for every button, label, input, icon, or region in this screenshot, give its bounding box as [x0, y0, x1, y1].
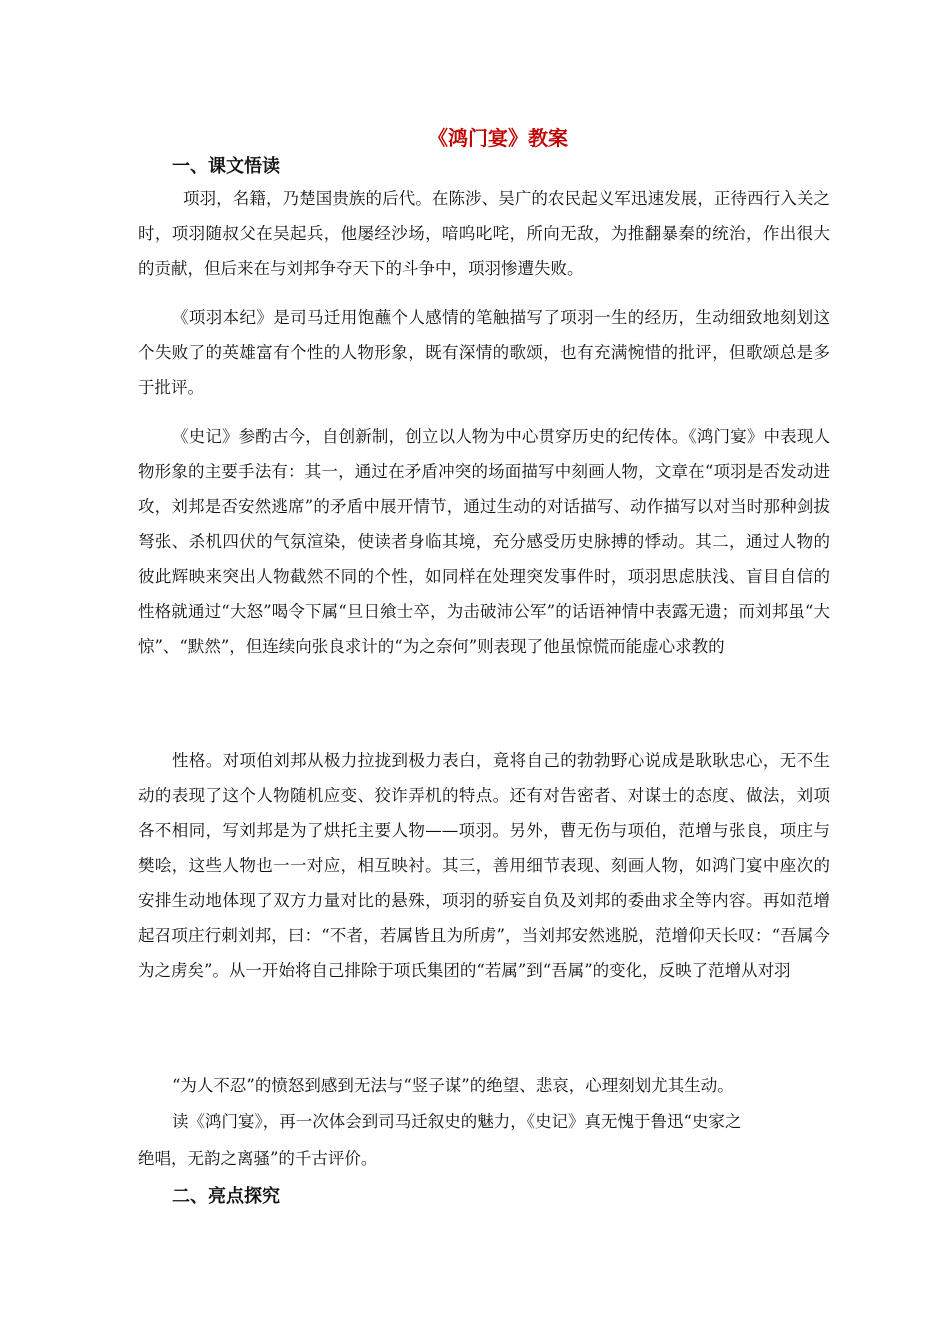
text-line-1: “为人不忍”的愤怒到感到无法与“竖子谋”的绝望、悲哀，心理刻划尤其生动。 [172, 1076, 734, 1095]
paragraph-3: 《史记》参酌古今，自创新制，创立以人物为中心贯穿历史的纪传体。《鸿门宴》中表现人物形象的主要手法有：其一，通过在矛盾冲突的场面描写中刻画人物，文章在“项羽是否发动进攻，刘邦是否安然逃席”的矛盾中展开情节，通过生动的对话描写、动作描写以对当时那种剑拔弩张、杀机四伏的气氛渲染，使读者身临其境，充分感受历史脉搏的悸动。其二，通过人物的彼此辉映来突出人物截然不同的个性，如同样在处理突发事件时，项羽思虑肤浅、盲目自信的性格就通过“大怒”喝令下属“旦日飨士卒，为击破沛公军”的话语神情中表露无遗；而刘邦虽“大惊”、“默然”，但连续向张良求计的“为之奈何”则表现了他虽惊慌而能虚心求教的 [138, 427, 830, 656]
text-line-2: 读《鸿门宴》，再一次体会到司马迁叙史的魅力，《史记》真无愧于鲁迅“史家之 [172, 1112, 742, 1131]
section-heading-1: 一、课文悟读 [172, 156, 280, 177]
text-line-3: 绝唱，无韵之离骚”的千古评价。 [138, 1149, 378, 1168]
paragraph-4: 性格。对项伯刘邦从极力拉拢到极力表白，竟将自己的勃勃野心说成是耿耿忠心，无不生动的表现了这个人物随机应变、狡诈弄机的特点。还有对告密者、对谋士的态度、做法，刘项各不相同，写刘邦是为了烘托主要人物——项羽。另外，曹无伤与项伯，范增与张良，项庄与樊哙，这些人物也一一对应，相互映衬。其三，善用细节表现、刻画人物，如鸿门宴中座次的安排生动地体现了双方力量对比的悬殊，项羽的骄妄自负及刘邦的委曲求全等内容。再如范增起召项庄行刺刘邦，曰：“不者，若属皆且为所虏”，当刘邦安然逃脱，范增仰天长叹：“吾属今为之虏矣”。从一开始将自己排除于项氏集团的“若属”到“吾属”的变化，反映了范增从对羽 [138, 751, 830, 980]
document-title: 《鸿门宴》教案 [428, 126, 568, 150]
section-heading-2: 二、亮点探究 [172, 1186, 280, 1207]
paragraph-1: 项羽，名籍，乃楚国贵族的后代。在陈涉、吴广的农民起义军迅速发展，正待西行入关之时，项羽随叔父在吴起兵，他屡经沙场，喑呜叱咤，所向无敌，为推翻暴秦的统治，作出很大的贡献，但后来在与刘邦争夺天下的斗争中，项羽惨遭失败。 [138, 189, 830, 278]
paragraph-2: 《项羽本纪》是司马迁用饱蘸个人感情的笔触描写了项羽一生的经历，生动细致地刻划这个失败了的英雄富有个性的人物形象，既有深情的歌颂，也有充满惋惜的批评，但歌颂总是多于批评。 [138, 308, 830, 397]
